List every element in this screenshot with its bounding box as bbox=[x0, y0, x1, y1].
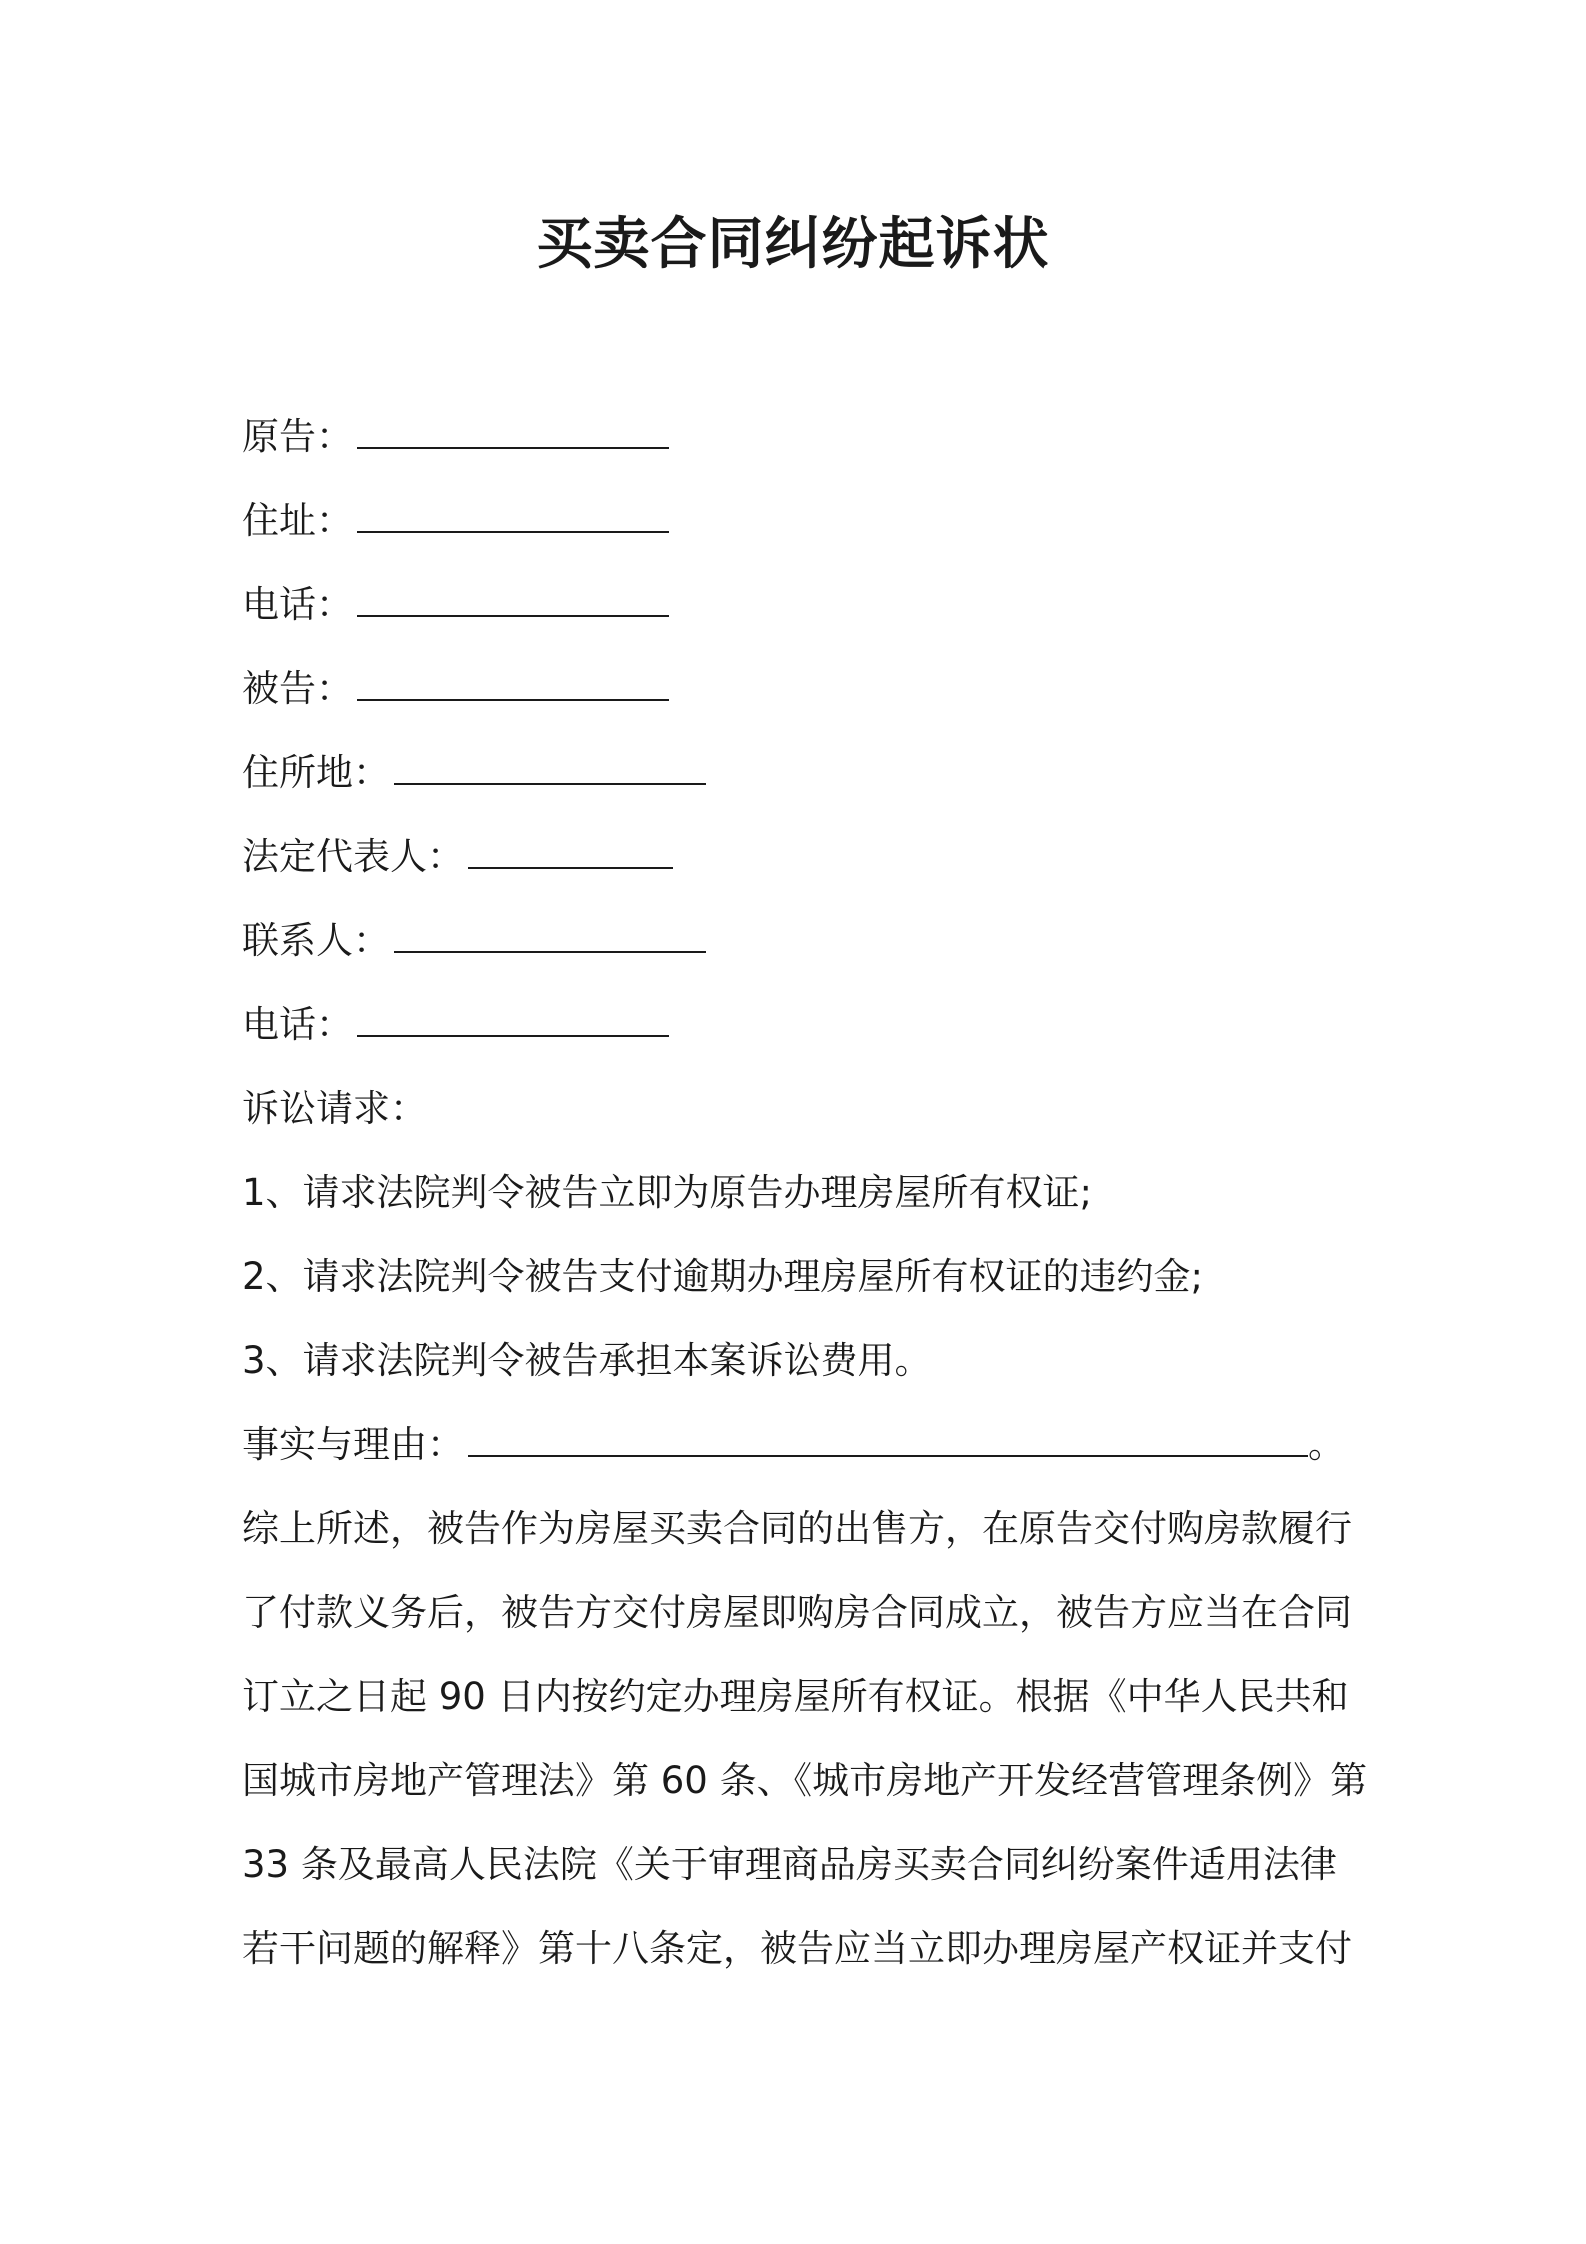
body-line: 综上所述，被告作为房屋买卖合同的出售方，在原告交付购房款履行 bbox=[242, 1507, 1352, 1550]
blank-line bbox=[357, 1001, 669, 1037]
facts-and-reasons bbox=[242, 1420, 1345, 1470]
blank-line bbox=[357, 665, 669, 701]
field-contact-person bbox=[242, 916, 706, 966]
claim-item: 2、请求法院判令被告支付逾期办理房屋所有权证的违约金; bbox=[242, 1255, 1204, 1298]
field-plaintiff-phone bbox=[242, 580, 669, 630]
claim-item: 3、请求法院判令被告承担本案诉讼费用。 bbox=[242, 1339, 932, 1382]
body-line: 订立之日起 90 日内按约定办理房屋所有权证。根据《中华人民共和 bbox=[242, 1675, 1349, 1718]
field-label: 电话： bbox=[242, 583, 353, 626]
field-defendant-phone bbox=[242, 1000, 669, 1050]
facts-end: 。 bbox=[1308, 1423, 1345, 1466]
blank-line bbox=[394, 749, 706, 785]
blank-line bbox=[357, 497, 669, 533]
field-plaintiff bbox=[242, 412, 669, 462]
field-legal-representative bbox=[242, 832, 673, 882]
field-label: 联系人： bbox=[242, 919, 390, 962]
blank-line bbox=[357, 413, 669, 449]
document-title: 买卖合同纠纷起诉状 bbox=[536, 212, 1050, 277]
body-line: 了付款义务后，被告方交付房屋即购房合同成立，被告方应当在合同 bbox=[242, 1591, 1352, 1634]
blank-line bbox=[394, 917, 706, 953]
field-label: 住所地： bbox=[242, 751, 390, 794]
blank-line bbox=[468, 1421, 1308, 1457]
body-line: 33 条及最高人民法院《关于审理商品房买卖合同纠纷案件适用法律 bbox=[242, 1843, 1337, 1886]
field-plaintiff-address bbox=[242, 496, 669, 546]
body-line: 若干问题的解释》第十八条定，被告应当立即办理房屋产权证并支付 bbox=[242, 1927, 1352, 1970]
field-defendant bbox=[242, 664, 669, 714]
field-label: 住址： bbox=[242, 499, 353, 542]
field-label: 电话： bbox=[242, 1003, 353, 1046]
body-line: 国城市房地产管理法》第 60 条、《城市房地产开发经营管理条例》第 bbox=[242, 1759, 1368, 1802]
blank-line bbox=[468, 833, 673, 869]
field-label: 被告： bbox=[242, 667, 353, 710]
claim-item: 1、请求法院判令被告立即为原告办理房屋所有权证; bbox=[242, 1171, 1093, 1214]
facts-label: 事实与理由： bbox=[242, 1423, 464, 1466]
blank-line bbox=[357, 581, 669, 617]
field-label: 法定代表人： bbox=[242, 835, 464, 878]
field-label: 原告： bbox=[242, 415, 353, 458]
claims-heading: 诉讼请求： bbox=[242, 1087, 427, 1130]
field-defendant-domicile bbox=[242, 748, 706, 798]
